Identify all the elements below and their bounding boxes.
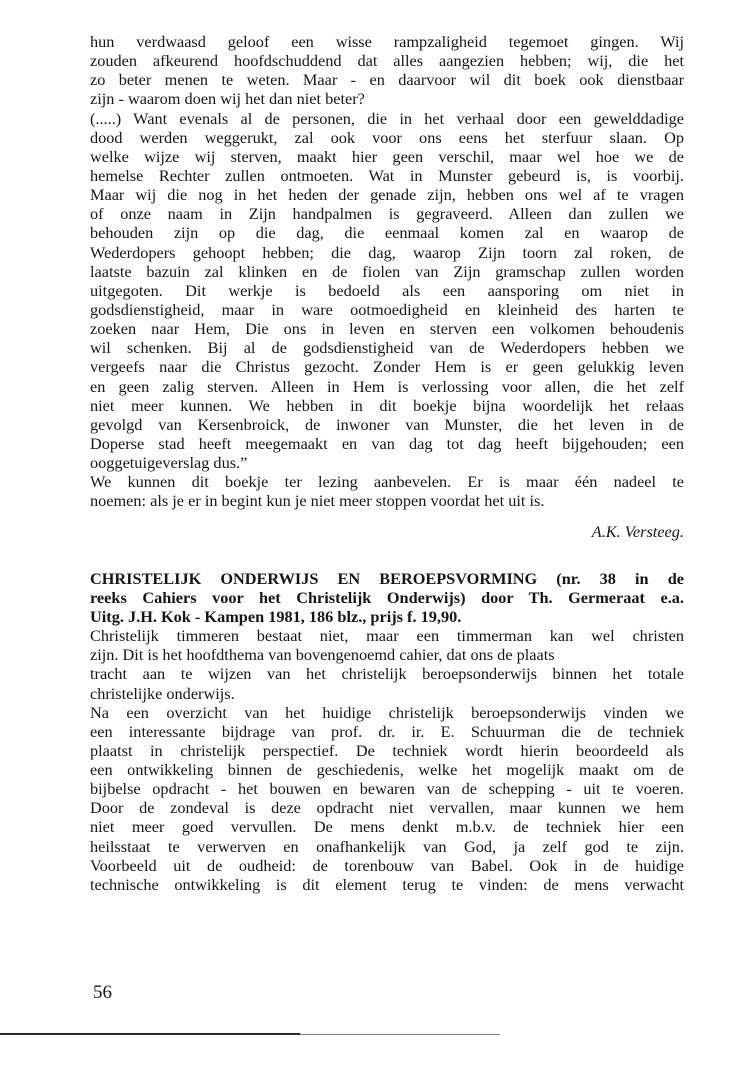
text-line: Christelijk timmeren bestaat niet, maar een timmerman kan wel christen [90, 626, 684, 646]
text-line: christelijke onderwijs. [90, 683, 235, 703]
page-content [90, 32, 684, 894]
continued-review-text [90, 32, 684, 541]
text-line: heilsstaat te verwerven en onafhankelijk van God, ja zelf god te zijn. [90, 836, 684, 856]
text-line: zouden afkeurend hoofdschuddend dat alles aangezien hebben; wij, die het [90, 51, 684, 71]
text-line: niet meer goed vervullen. De mens denkt m.b.v. de techniek hier een [90, 817, 684, 837]
heading-line: reeks Cahiers voor het Christelijk Onderwijs) door Th. Germeraat e.a. [90, 587, 684, 607]
text-line: We kunnen dit boekje ter lezing aanbevelen. Er is maar één nadeel te [90, 472, 684, 492]
reviewer-signature: A.K. Versteeg. [591, 521, 684, 541]
text-line: plaatst in christelijk perspectief. De techniek wordt hierin beoordeeld als [90, 740, 684, 760]
text-line: noemen: als je er in begint kun je niet meer stoppen voordat het uit is. [90, 491, 545, 511]
bottom-rule-thin [300, 1034, 500, 1035]
text-line: zo beter menen te weten. Maar - en daarvoor wil dit boek ook dienstbaar [90, 70, 684, 90]
text-line: Voorbeeld uit de oudheid: de torenbouw van Babel. Ook in de huidige [90, 855, 684, 875]
text-line: hun verdwaasd geloof een wisse rampzaligheid tegemoet gingen. Wij [90, 32, 684, 51]
text-line: zijn - waarom doen wij het dan niet beter? [90, 89, 365, 109]
text-line: technische ontwikkeling is dit element terug te vinden: de mens verwacht [90, 874, 684, 894]
text-line: zoeken naar Hem, Die ons in leven en sterven een volkomen behoudenis [90, 319, 684, 339]
text-line: bijbelse opdracht - het bouwen en bewaren van de schepping - uit te voeren. [90, 779, 684, 799]
text-line: Door de zondeval is deze opdracht niet vervallen, maar kunnen we hem [90, 798, 684, 818]
text-line: vergeefs naar die Christus gezocht. Zonder Hem is er geen gelukkig leven [90, 357, 684, 377]
review-body [90, 626, 684, 894]
text-line: (.....) Want evenals al de personen, die in het verhaal door een gewelddadige [90, 108, 684, 128]
text-line: niet meer kunnen. We hebben in dit boekje bijna woordelijk het relaas [90, 395, 684, 415]
text-line: uitgegoten. Dit werkje is bedoeld als een aansporing om niet in [90, 280, 684, 300]
text-line: Na een overzicht van het huidige christelijk beroepsonderwijs vinden we [90, 702, 684, 722]
text-line: zijn. Dit is het hoofdthema van bovengenoemd cahier, dat ons de plaats [90, 645, 555, 665]
heading-line: CHRISTELIJK ONDERWIJS EN BEROEPSVORMING (nr. 38 in de [90, 568, 684, 588]
text-line: behouden zijn op die dag, die eenmaal komen zal en waarop de [90, 223, 684, 243]
text-line: tracht aan te wijzen van het christelijk beroepsonderwijs binnen het totale [90, 664, 684, 684]
text-line: welke wijze wij sterven, maakt hier geen verschil, maar wel hoe we de [90, 146, 684, 166]
text-line: Doperse stad heeft meegemaakt en van dag tot dag heeft bijgehouden; een [90, 433, 684, 453]
text-line: godsdienstigheid, maar in ware ootmoedigheid en kleinheid des harten te [90, 299, 684, 319]
heading-line: Uitg. J.H. Kok - Kampen 1981, 186 blz., prijs f. 19,90. [90, 606, 462, 626]
text-line: een ontwikkeling binnen de geschiedenis, welke het mogelijk maakt om de [90, 760, 684, 780]
page-number: 56 [93, 982, 112, 1003]
review-heading [90, 569, 684, 626]
text-line: dood werden weggerukt, zal ook voor ons eens het sterfuur slaan. Op [90, 127, 684, 147]
text-line: Maar wij die nog in het heden der genade zijn, hebben ons wel af te vragen [90, 185, 684, 205]
text-line: een interessante bijdrage van prof. dr. ir. E. Schuurman die de techniek [90, 721, 684, 741]
text-line: of onze naam in Zijn handpalmen is gegraveerd. Alleen dan zullen we [90, 204, 684, 224]
text-line: wil schenken. Bij al de godsdienstigheid van de Wederdopers hebben we [90, 338, 684, 358]
text-line: laatste bazuin zal klinken en de fiolen van Zijn gramschap zullen worden [90, 261, 684, 281]
text-line: hemelse Rechter zullen ontmoeten. Wat in Munster gebeurd is, is voorbij. [90, 165, 684, 185]
text-line: en geen zalig sterven. Alleen in Hem is verlossing voor allen, die het zelf [90, 376, 684, 396]
text-line: gevolgd van Kersenbroick, de inwoner van Munster, die het leven in de [90, 414, 684, 434]
text-line: ooggetuigeverslag dus.” [90, 453, 248, 473]
bottom-rule [0, 1033, 300, 1035]
text-line: Wederdopers gehoopt hebben; die dag, waarop Zijn toorn zal roken, de [90, 242, 684, 262]
